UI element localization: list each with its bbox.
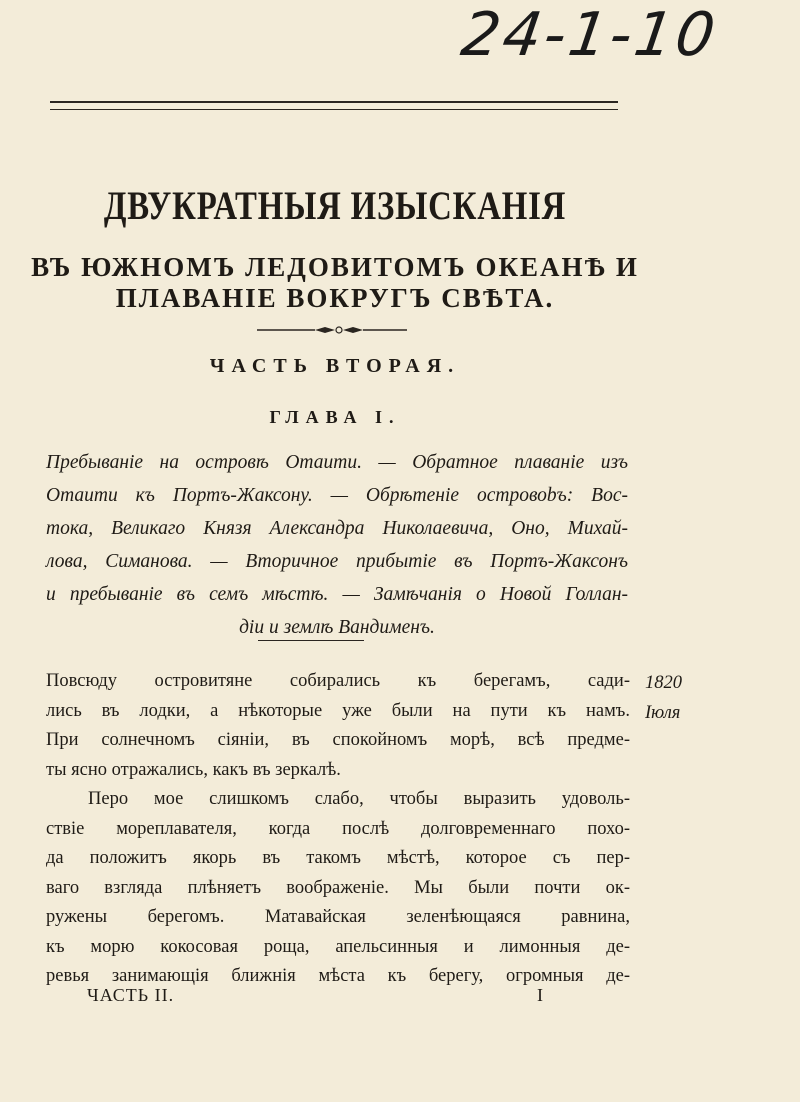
summary-line: лова, Симанова. — Вторичное прибытіе въ Портъ-Жаксонъ [46, 551, 628, 572]
book-subtitle-line-1: ВЪ ЮЖНОМЪ ЛЕДОВИТОМЪ ОКЕАНѢ И [31, 252, 639, 282]
summary-line: тока, Великаго Князя Александра Николаевича, Оно, Михай- [46, 518, 628, 539]
summary-line: и пребываніе въ семъ мѣстѣ. — Замѣчанія о Новой Голлан- [46, 584, 628, 605]
body-line: ружены берегомъ. Матавайская зеленѣющаяся равнина, [46, 907, 630, 927]
body-line: да положитъ якорь въ такомъ мѣстѣ, которое съ пер- [46, 848, 630, 868]
body-line: ты ясно отражались, какъ въ зеркалѣ. [46, 759, 341, 780]
body-line: Повсюду островитяне собирались къ берегамъ, сади- [46, 671, 630, 691]
body-line: При солнечномъ сіяніи, въ спокойномъ морѣ, всѣ предме- [46, 730, 630, 750]
summary-line: Пребываніе на островѣ Отаити. — Обратное плаваніе изъ [46, 452, 628, 473]
chapter-summary [46, 446, 628, 644]
summary-line: Отаити къ Портъ-Жаксону. — Обрѣтеніе островоbъ: Вос- [46, 485, 628, 506]
summary-line: діи и землѣ Вандименъ. [239, 617, 435, 638]
body-line: къ морю кокосовая роща, апельсинныя и лимонныя де- [46, 936, 630, 957]
book-title: ДВУКРАТНЫЯ ИЗЫСКАНІЯ [103, 183, 567, 228]
body-line: ствіе мореплавателя, когда послѣ долговременнаго похо- [46, 818, 630, 839]
body-line: лись въ лодки, а нѣкоторые уже были на пути къ намъ. [46, 700, 630, 721]
footer-part-label: ЧАСТЬ II. [87, 985, 175, 1005]
chapter-heading: ГЛАВА І. [269, 407, 401, 427]
handwritten-annotation: 24-1-10 [457, 0, 723, 70]
body-line: Перо мое слишкомъ слабо, чтобы выразить удоволь- [88, 789, 630, 809]
header-double-rule [50, 101, 618, 110]
ornament-divider [257, 322, 407, 338]
body-text [46, 667, 630, 992]
part-heading: ЧАСТЬ ВТОРАЯ. [209, 355, 461, 377]
footer-signature-mark: I [537, 985, 543, 1005]
margin-note-month: Іюля [645, 703, 681, 723]
body-line: ваго взгляда плѣняетъ воображеніе. Мы были почти ок- [46, 877, 630, 898]
body-line: ревья занимающія ближнія мѣста къ берегу, огромныя де- [46, 966, 630, 986]
book-subtitle-line-2: ПЛАВАНІЕ ВОКРУГЪ СВѢТА. [115, 283, 555, 313]
section-divider [258, 640, 364, 641]
margin-note-year: 1820 [645, 673, 682, 693]
